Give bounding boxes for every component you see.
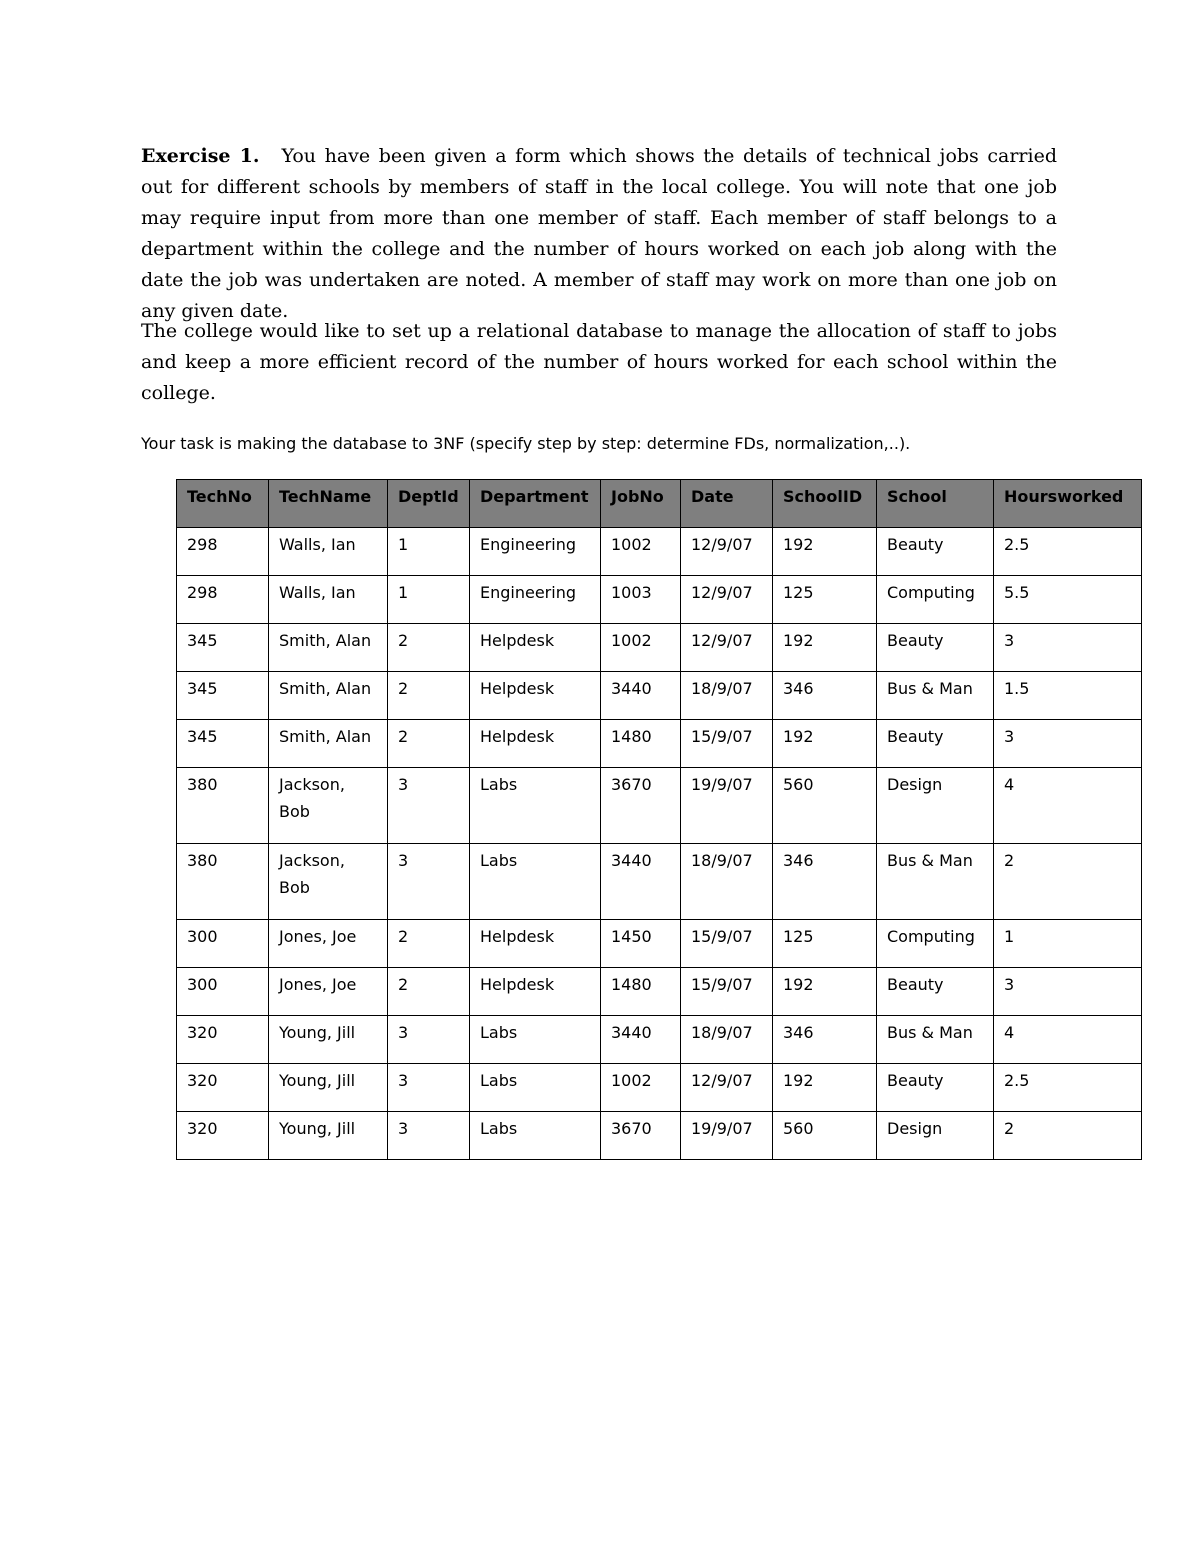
table-cell-schoolid: 192 [773,1064,877,1112]
table-cell-techno: 320 [177,1016,269,1064]
table-cell-jobno: 1002 [601,624,681,672]
table-cell-hoursworked: 4 [994,1016,1142,1064]
table-cell-department: Engineering [470,528,601,576]
table-cell-techname: Jackson, Bob [269,844,388,920]
table-cell-date: 15/9/07 [681,968,773,1016]
table-cell-hoursworked: 1.5 [994,672,1142,720]
table-cell-department: Labs [470,844,601,920]
table-cell-schoolid: 192 [773,624,877,672]
table-cell-schoolid: 192 [773,528,877,576]
table-cell-school: Computing [877,576,994,624]
column-header-techno: TechNo [177,480,269,528]
table-cell-school: Bus & Man [877,1016,994,1064]
table-cell-techname: Smith, Alan [269,720,388,768]
table-cell-date: 18/9/07 [681,672,773,720]
table-cell-techno: 380 [177,768,269,844]
table-cell-schoolid: 560 [773,1112,877,1160]
table-cell-schoolid: 346 [773,1016,877,1064]
table-cell-schoolid: 560 [773,768,877,844]
table-cell-deptid: 3 [388,768,470,844]
exercise-description: You have been given a form which shows the details of technical jobs carried out for different schools by members of staff in the local college. You will note that one job may require input from more than one member of staff. Each member of staff belongs to a department within the college and the number of hours worked on each job along with the date the job was undertaken are noted. A member of staff may work on more than one job on any given date. [141,145,1057,322]
table-cell-deptid: 1 [388,528,470,576]
table-cell-deptid: 3 [388,1112,470,1160]
table-cell-hoursworked: 2.5 [994,528,1142,576]
exercise-label: Exercise 1. [141,145,260,167]
table-cell-hoursworked: 2 [994,1112,1142,1160]
table-body [177,528,1142,1160]
table-cell-date: 19/9/07 [681,1112,773,1160]
table-cell-hoursworked: 5.5 [994,576,1142,624]
table-cell-date: 15/9/07 [681,920,773,968]
table-cell-techname: Young, Jill [269,1064,388,1112]
table-cell-techname: Smith, Alan [269,672,388,720]
table-cell-department: Helpdesk [470,720,601,768]
table-row [177,968,1142,1016]
table-cell-department: Labs [470,1112,601,1160]
table-cell-date: 12/9/07 [681,528,773,576]
table-cell-hoursworked: 4 [994,768,1142,844]
table-cell-deptid: 2 [388,624,470,672]
table-row [177,528,1142,576]
table-row [177,720,1142,768]
table-cell-deptid: 1 [388,576,470,624]
table-cell-techno: 300 [177,968,269,1016]
table-cell-school: Beauty [877,968,994,1016]
table-cell-school: Design [877,768,994,844]
table-cell-jobno: 3440 [601,844,681,920]
column-header-hoursworked: Hoursworked [994,480,1142,528]
table-cell-schoolid: 125 [773,920,877,968]
table-cell-department: Engineering [470,576,601,624]
table-cell-jobno: 3670 [601,1112,681,1160]
table-cell-jobno: 1002 [601,1064,681,1112]
table-cell-techno: 298 [177,528,269,576]
table-row [177,672,1142,720]
table-cell-techname: Walls, Ian [269,576,388,624]
table-cell-techno: 320 [177,1064,269,1112]
table-cell-jobno: 1002 [601,528,681,576]
table-cell-department: Labs [470,1016,601,1064]
table-cell-hoursworked: 3 [994,624,1142,672]
table-cell-techname: Young, Jill [269,1112,388,1160]
table-cell-schoolid: 125 [773,576,877,624]
table-row [177,1016,1142,1064]
task-instruction: Your task is making the database to 3NF (specify step by step: determine FDs, normalization,..). [141,434,911,453]
column-header-jobno: JobNo [601,480,681,528]
table-cell-schoolid: 192 [773,968,877,1016]
table-cell-hoursworked: 2.5 [994,1064,1142,1112]
table-header-row [177,480,1142,528]
table-cell-department: Helpdesk [470,920,601,968]
column-header-date: Date [681,480,773,528]
table-cell-school: Computing [877,920,994,968]
table-cell-department: Labs [470,768,601,844]
table-cell-school: Beauty [877,1064,994,1112]
exercise-paragraph-2: The college would like to set up a relational database to manage the allocation of staff to jobs and keep a more efficient record of the number of hours worked for each school within the college. [141,320,1057,404]
table-cell-jobno: 1480 [601,968,681,1016]
table-cell-date: 19/9/07 [681,768,773,844]
table-cell-deptid: 3 [388,844,470,920]
table-cell-deptid: 3 [388,1016,470,1064]
table-row [177,1112,1142,1160]
table-cell-date: 12/9/07 [681,576,773,624]
table-cell-jobno: 3440 [601,1016,681,1064]
table-cell-department: Helpdesk [470,672,601,720]
table-cell-deptid: 2 [388,920,470,968]
table-cell-techname: Jones, Joe [269,920,388,968]
table-cell-techno: 298 [177,576,269,624]
table-row [177,768,1142,844]
table-row [177,920,1142,968]
table-cell-date: 15/9/07 [681,720,773,768]
table-cell-techno: 345 [177,720,269,768]
table-cell-date: 12/9/07 [681,624,773,672]
table-cell-hoursworked: 1 [994,920,1142,968]
table-cell-school: Beauty [877,624,994,672]
table-cell-hoursworked: 3 [994,720,1142,768]
table-cell-school: Bus & Man [877,672,994,720]
table-cell-department: Labs [470,1064,601,1112]
table-cell-schoolid: 346 [773,844,877,920]
table-cell-techname: Walls, Ian [269,528,388,576]
table-cell-deptid: 3 [388,1064,470,1112]
table-cell-schoolid: 346 [773,672,877,720]
table-cell-techno: 345 [177,624,269,672]
table-cell-school: Bus & Man [877,844,994,920]
table-cell-jobno: 1450 [601,920,681,968]
table-cell-date: 18/9/07 [681,1016,773,1064]
table-cell-techname: Young, Jill [269,1016,388,1064]
table-row [177,844,1142,920]
table-cell-jobno: 3440 [601,672,681,720]
table-cell-techno: 300 [177,920,269,968]
table-cell-department: Helpdesk [470,968,601,1016]
table-row [177,624,1142,672]
table-cell-date: 18/9/07 [681,844,773,920]
table-cell-date: 12/9/07 [681,1064,773,1112]
column-header-department: Department [470,480,601,528]
column-header-school: School [877,480,994,528]
table-row [177,576,1142,624]
table-cell-deptid: 2 [388,720,470,768]
table-row [177,1064,1142,1112]
column-header-techname: TechName [269,480,388,528]
table-cell-techname: Jones, Joe [269,968,388,1016]
table-cell-techname: Smith, Alan [269,624,388,672]
table-cell-jobno: 1003 [601,576,681,624]
table-cell-hoursworked: 2 [994,844,1142,920]
table-cell-school: Beauty [877,528,994,576]
jobs-table [176,479,1142,1160]
table-cell-hoursworked: 3 [994,968,1142,1016]
table-cell-department: Helpdesk [470,624,601,672]
table-cell-school: Beauty [877,720,994,768]
table-cell-techno: 380 [177,844,269,920]
table-cell-jobno: 3670 [601,768,681,844]
table-cell-techno: 320 [177,1112,269,1160]
table-cell-deptid: 2 [388,672,470,720]
table-cell-techno: 345 [177,672,269,720]
table-cell-schoolid: 192 [773,720,877,768]
table-cell-school: Design [877,1112,994,1160]
table-cell-techname: Jackson, Bob [269,768,388,844]
column-header-deptid: DeptId [388,480,470,528]
table-cell-jobno: 1480 [601,720,681,768]
table-cell-deptid: 2 [388,968,470,1016]
exercise-paragraph-1 [141,141,1057,327]
column-header-schoolid: SchoolID [773,480,877,528]
